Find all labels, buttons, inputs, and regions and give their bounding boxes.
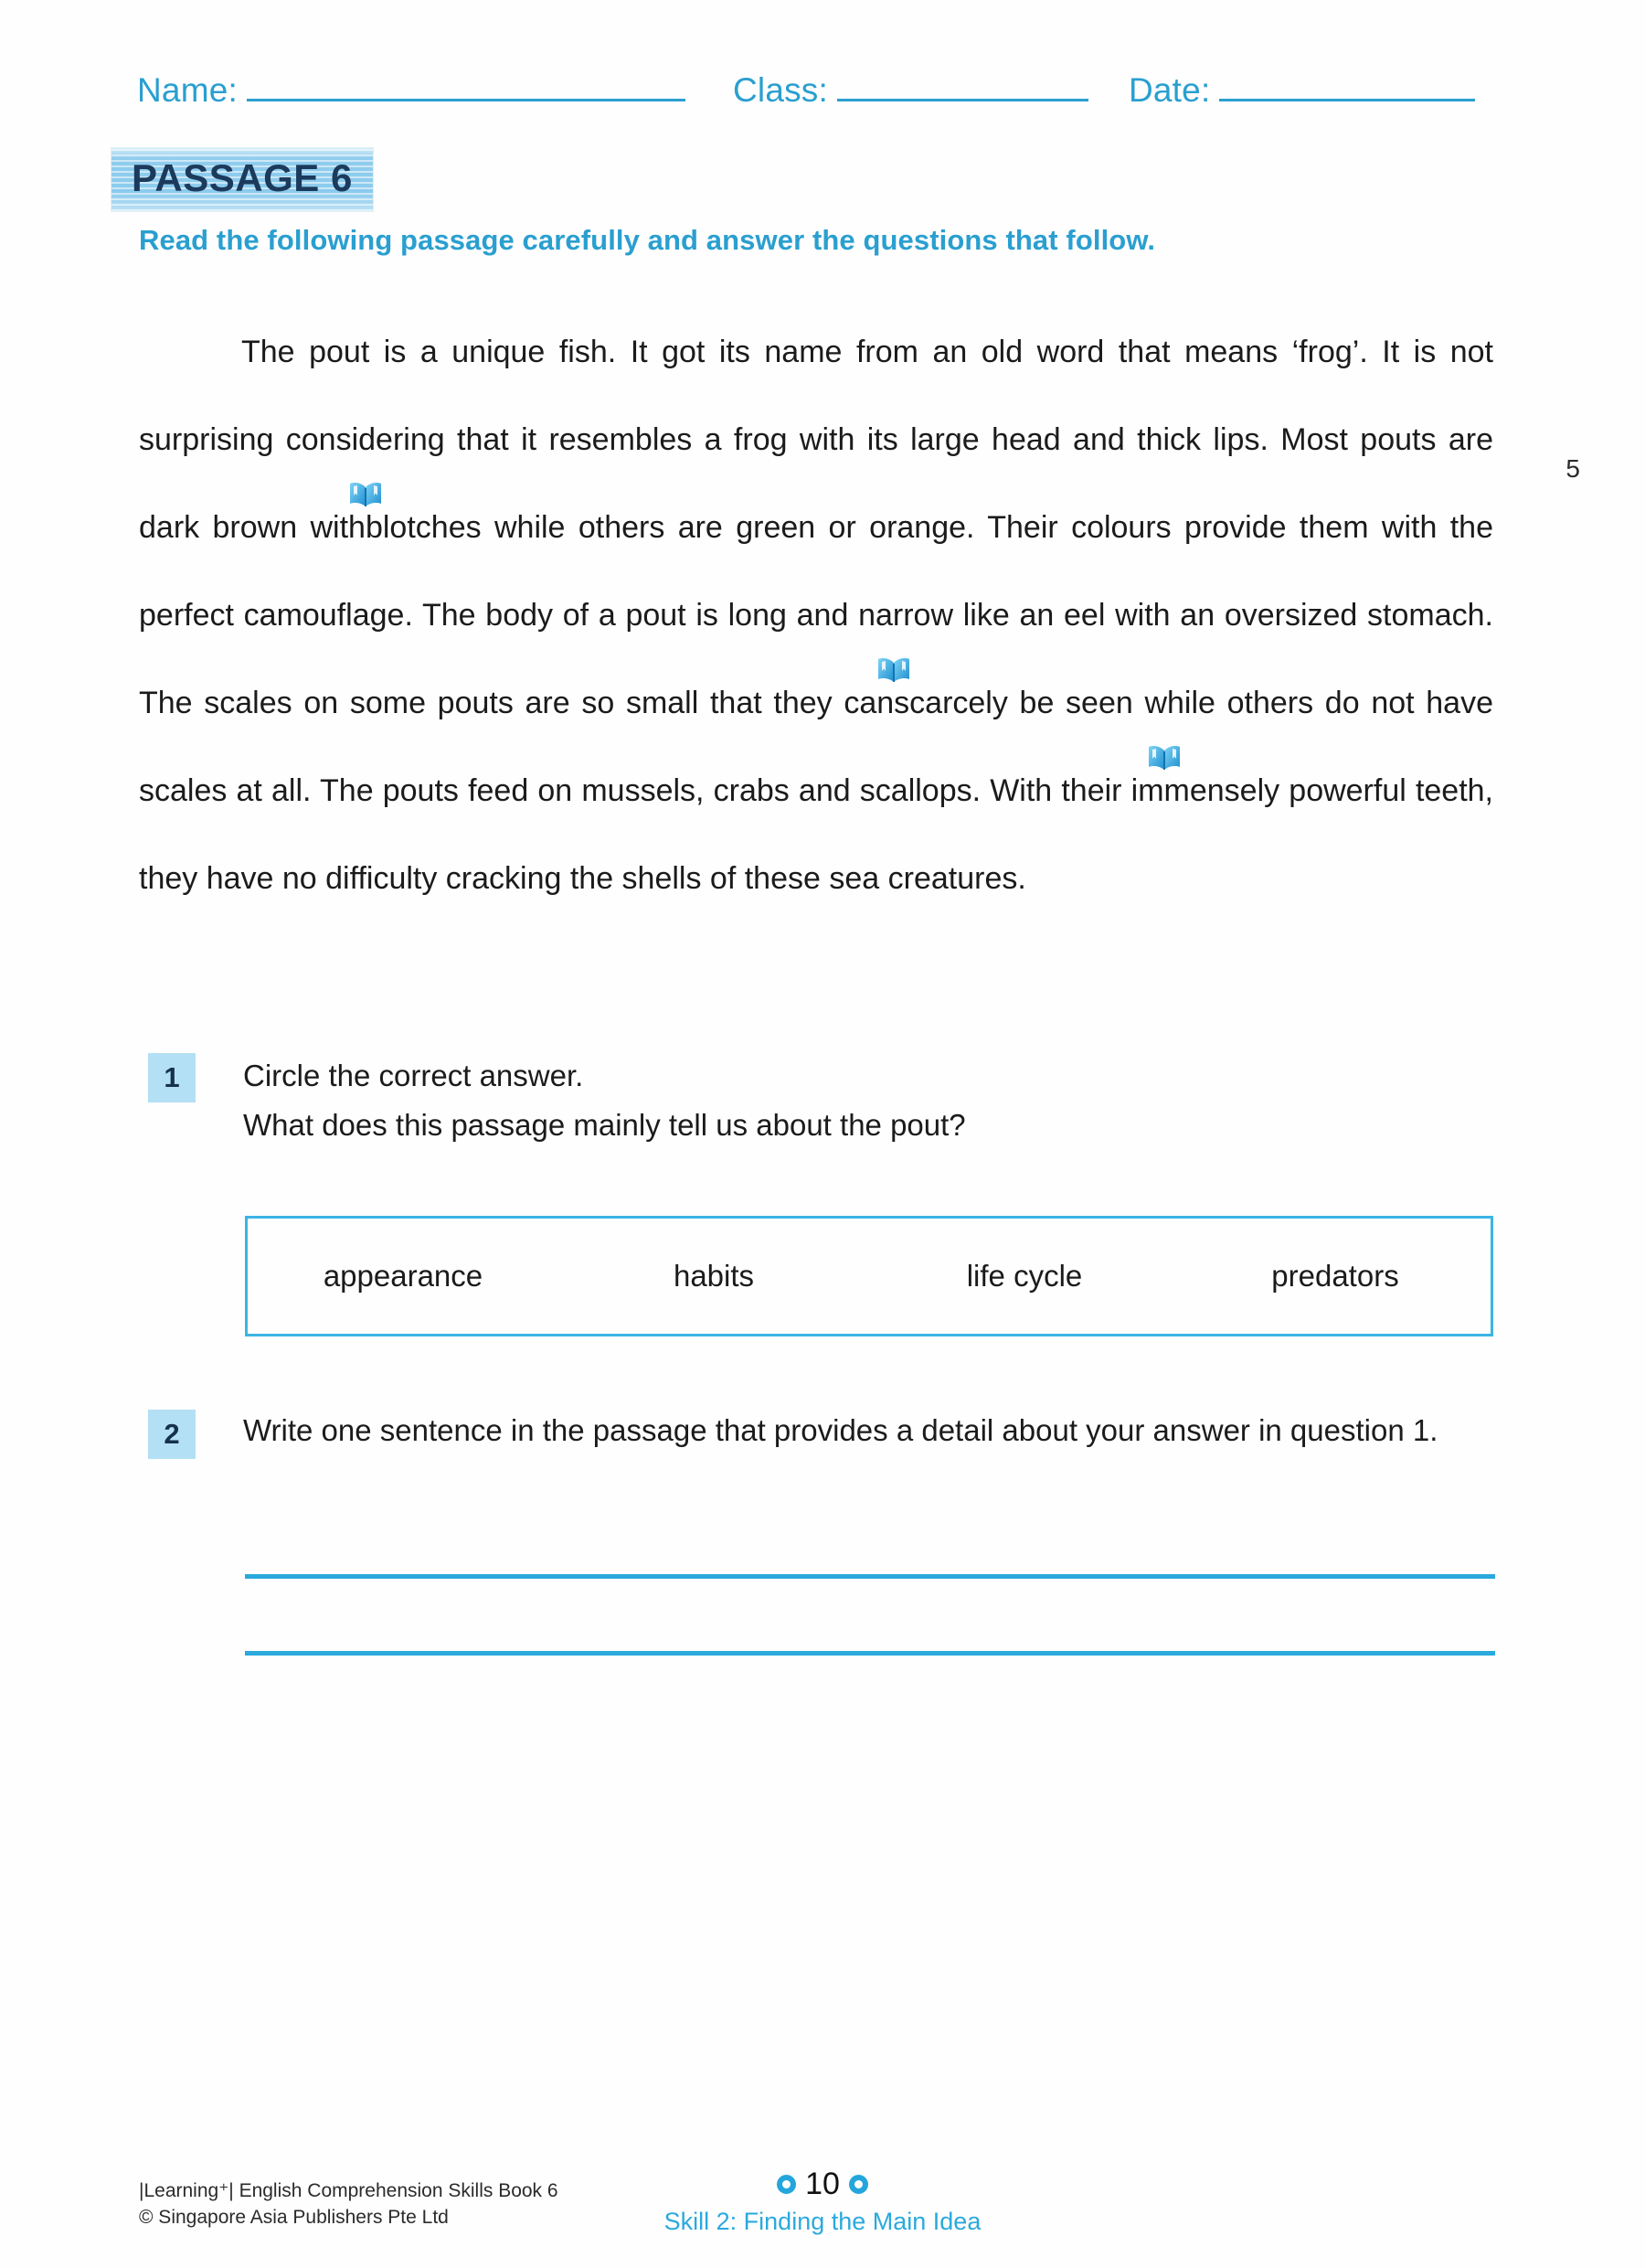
question-1-number: 1	[148, 1053, 196, 1102]
question-1-text	[243, 1051, 1495, 1150]
option-life-cycle[interactable]: life cycle	[966, 1259, 1083, 1293]
class-label: Class:	[732, 71, 828, 109]
passage-line-number: 5	[1565, 454, 1580, 483]
passage-paragraph	[139, 308, 1493, 922]
question-1-prompt: Circle the correct answer.	[243, 1059, 584, 1092]
footer-book-line: |Learning⁺| English Comprehension Skills Book 6	[139, 2180, 558, 2201]
answer-line-2[interactable]	[245, 1651, 1495, 1656]
circle-right-icon	[849, 2175, 868, 2194]
class-input[interactable]	[837, 75, 1088, 101]
instruction-text: Read the following passage carefully and answer the questions that follow.	[139, 224, 1156, 256]
footer-center	[0, 2167, 1645, 2236]
option-predators[interactable]: predators	[1271, 1259, 1399, 1293]
option-appearance[interactable]: appearance	[323, 1259, 483, 1293]
page-number: 10	[805, 2167, 840, 2201]
question-1-subprompt: What does this passage mainly tell us about the pout?	[243, 1108, 966, 1142]
student-info-header	[137, 71, 1508, 110]
answer-line-1[interactable]	[245, 1574, 1495, 1579]
passage-title-banner: PASSAGE 6	[111, 148, 373, 211]
footer-skill-label: Skill 2: Finding the Main Idea	[663, 2208, 982, 2235]
date-input[interactable]	[1219, 75, 1475, 101]
passage-body	[139, 308, 1580, 922]
circle-left-icon	[777, 2175, 796, 2194]
page-number-row	[0, 2167, 1645, 2202]
date-label: Date:	[1128, 71, 1211, 109]
passage-segment-2: blotches while others are green or orange. Their colours provide them with the perfect camouflage. The body of a pout is long and narrow like an eel with an oversized stomach. The scales on some pouts are so small that they can	[139, 510, 1493, 720]
passage-segment-4: mensely powerful teeth, they have no difficulty cracking the shells of these sea creatures.	[139, 773, 1494, 896]
passage-segment-3: scarcely be seen while others do not have scales at all. The pouts feed on mussels, crabs and scallops. With their im	[139, 686, 1493, 808]
question-2-text: Write one sentence in the passage that provides a detail about your answer in question 1.	[243, 1413, 1438, 1447]
footer-copyright-line: © Singapore Asia Publishers Pte Ltd	[139, 2207, 449, 2228]
name-input[interactable]	[247, 75, 685, 101]
question-2-number: 2	[148, 1410, 196, 1459]
option-habits[interactable]: habits	[673, 1259, 755, 1293]
question-1-options-box	[245, 1216, 1493, 1336]
passage-segment-1: The pout is a unique fish. It got its name from an old word that means ‘frog’. It is not surprising considering that it resembles a frog with its large head and thick lips. Most pouts are dark brown with	[139, 335, 1493, 545]
name-label: Name:	[137, 71, 238, 109]
